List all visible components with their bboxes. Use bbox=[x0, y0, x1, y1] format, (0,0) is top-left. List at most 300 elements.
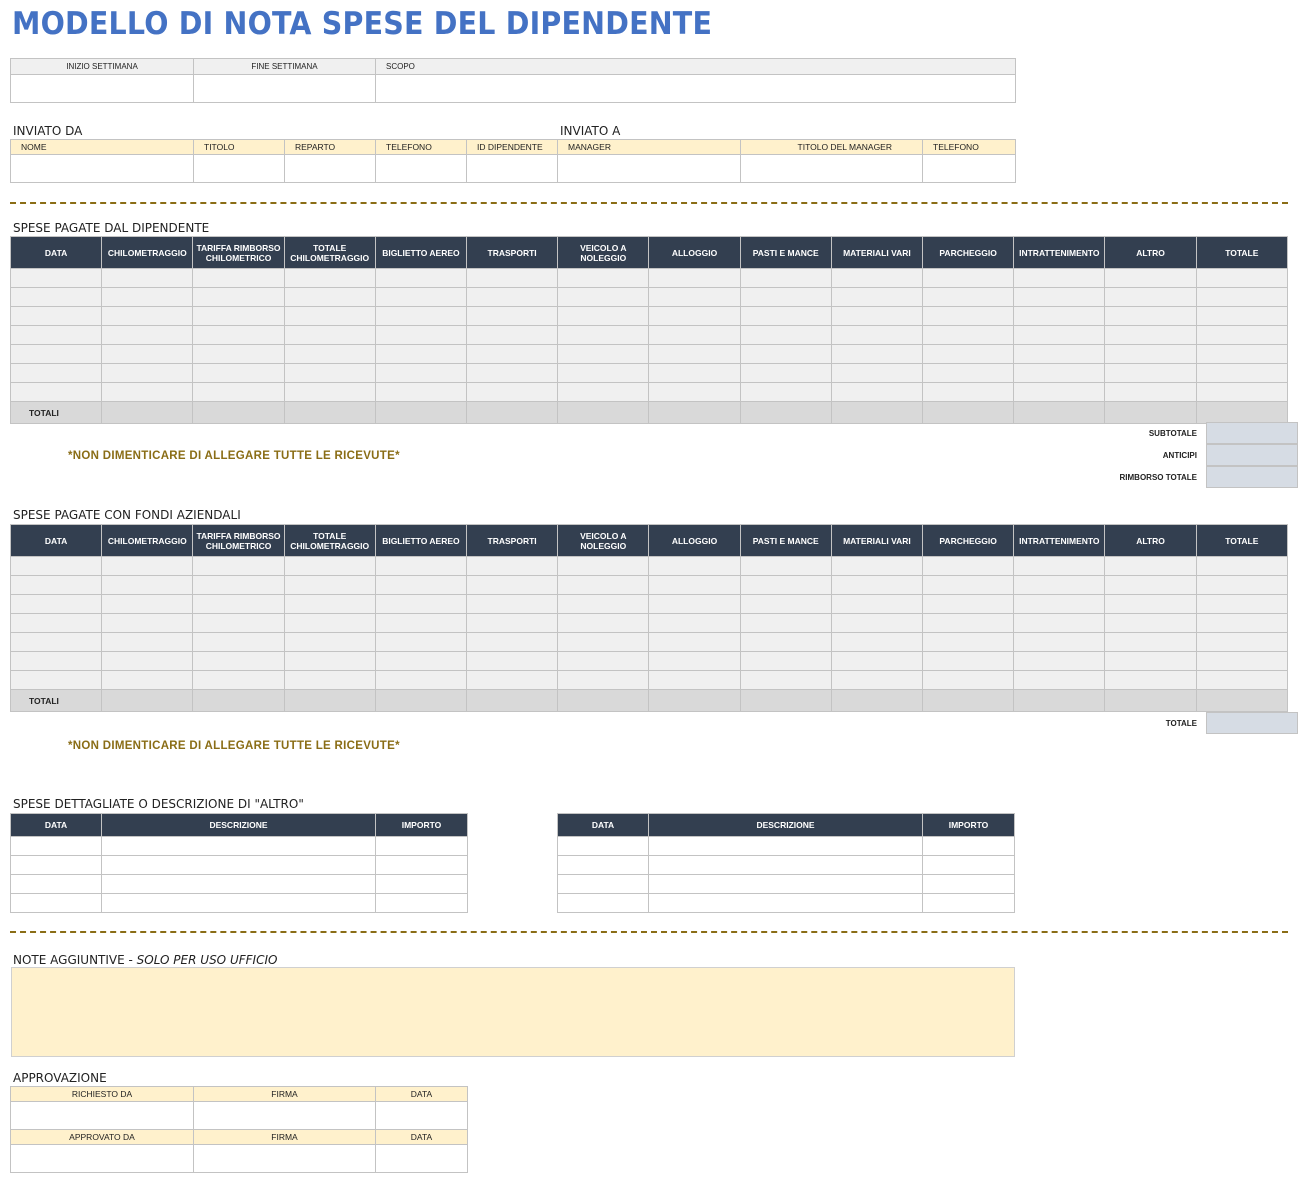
details-left-col-header: IMPORTO bbox=[376, 814, 468, 837]
company-expense-col-header: DATA bbox=[11, 525, 102, 557]
company-expense-cell[interactable] bbox=[923, 671, 1014, 690]
company-expense-cell[interactable] bbox=[740, 595, 831, 614]
company-expense-cell[interactable] bbox=[193, 652, 284, 671]
employee-expense-cell[interactable] bbox=[558, 307, 649, 326]
company-paid-label: SPESE PAGATE CON FONDI AZIENDALI bbox=[13, 508, 241, 522]
employee-expense-cell[interactable] bbox=[1014, 364, 1105, 383]
company-paid-table bbox=[10, 524, 1288, 712]
company-expense-cell[interactable] bbox=[649, 595, 740, 614]
company-expense-cell[interactable] bbox=[831, 652, 922, 671]
title-header: TITOLO bbox=[194, 140, 285, 155]
employee-expense-cell[interactable] bbox=[467, 307, 558, 326]
employee-expense-cell[interactable] bbox=[1105, 326, 1196, 345]
purpose-header: SCOPO bbox=[376, 59, 1016, 75]
employee-expense-cell[interactable] bbox=[102, 326, 193, 345]
employee-expense-cell[interactable] bbox=[1014, 383, 1105, 402]
employee-expense-cell[interactable] bbox=[649, 383, 740, 402]
details-left-cell[interactable] bbox=[376, 856, 468, 875]
company-expense-cell[interactable] bbox=[284, 633, 375, 652]
company-expense-cell[interactable] bbox=[1196, 633, 1287, 652]
employee-expense-cell[interactable] bbox=[102, 288, 193, 307]
employee-expense-total-cell bbox=[193, 402, 284, 424]
purpose-field[interactable] bbox=[376, 75, 1016, 103]
company-expense-row bbox=[11, 652, 1288, 671]
company-expense-cell[interactable] bbox=[558, 652, 649, 671]
company-expense-cell[interactable] bbox=[558, 633, 649, 652]
company-expense-total-cell bbox=[284, 690, 375, 712]
employee-expense-cell[interactable] bbox=[102, 307, 193, 326]
employee-expense-cell[interactable] bbox=[467, 269, 558, 288]
employee-expense-cell[interactable] bbox=[923, 269, 1014, 288]
employee-summary bbox=[1017, 422, 1298, 488]
employee-expense-cell[interactable] bbox=[1196, 383, 1287, 402]
company-expense-cell[interactable] bbox=[375, 557, 466, 576]
employee-expense-cell[interactable] bbox=[558, 288, 649, 307]
details-left-cell[interactable] bbox=[102, 837, 376, 856]
company-expense-cell[interactable] bbox=[923, 633, 1014, 652]
company-expense-cell[interactable] bbox=[831, 576, 922, 595]
employee-expense-cell[interactable] bbox=[467, 288, 558, 307]
company-expense-cell[interactable] bbox=[11, 595, 102, 614]
employee-expense-cell[interactable] bbox=[831, 383, 922, 402]
company-expense-total-cell bbox=[831, 690, 922, 712]
company-expense-cell[interactable] bbox=[284, 614, 375, 633]
company-expense-cell[interactable] bbox=[1196, 595, 1287, 614]
company-expense-cell[interactable] bbox=[467, 614, 558, 633]
employee-expense-cell[interactable] bbox=[1014, 288, 1105, 307]
employee-expense-cell[interactable] bbox=[831, 269, 922, 288]
employee-expense-cell[interactable] bbox=[284, 326, 375, 345]
company-expense-cell[interactable] bbox=[558, 671, 649, 690]
employee-expense-cell[interactable] bbox=[923, 307, 1014, 326]
employee-expense-cell[interactable] bbox=[740, 288, 831, 307]
details-left-cell[interactable] bbox=[102, 856, 376, 875]
employee-expense-cell[interactable] bbox=[649, 269, 740, 288]
company-expense-cell[interactable] bbox=[1196, 671, 1287, 690]
company-expense-cell[interactable] bbox=[923, 557, 1014, 576]
company-expense-cell[interactable] bbox=[1014, 633, 1105, 652]
employee-expense-row bbox=[11, 307, 1288, 326]
employee-expense-cell[interactable] bbox=[11, 307, 102, 326]
subtotal-field[interactable] bbox=[1206, 422, 1298, 444]
employee-expense-cell[interactable] bbox=[649, 345, 740, 364]
employee-expense-cell[interactable] bbox=[375, 326, 466, 345]
employee-expense-cell[interactable] bbox=[1196, 364, 1287, 383]
employee-expense-cell[interactable] bbox=[193, 345, 284, 364]
details-left-row bbox=[11, 875, 468, 894]
employee-expense-row bbox=[11, 269, 1288, 288]
company-expense-cell[interactable] bbox=[102, 576, 193, 595]
company-expense-total-cell bbox=[467, 690, 558, 712]
employee-expense-cell[interactable] bbox=[11, 269, 102, 288]
company-expense-cell[interactable] bbox=[1105, 576, 1196, 595]
name-field[interactable] bbox=[11, 155, 194, 183]
employee-expense-cell[interactable] bbox=[649, 364, 740, 383]
details-left-cell[interactable] bbox=[11, 856, 102, 875]
week-start-field[interactable] bbox=[11, 75, 194, 103]
company-expense-cell[interactable] bbox=[284, 595, 375, 614]
employee-expense-cell[interactable] bbox=[284, 364, 375, 383]
details-right-cell[interactable] bbox=[558, 894, 649, 913]
company-expense-cell[interactable] bbox=[467, 652, 558, 671]
details-left-row bbox=[11, 894, 468, 913]
employee-expense-cell[interactable] bbox=[467, 364, 558, 383]
company-expense-row bbox=[11, 557, 1288, 576]
details-right-row bbox=[558, 875, 1015, 894]
company-expense-cell[interactable] bbox=[1014, 652, 1105, 671]
employee-expense-cell[interactable] bbox=[11, 345, 102, 364]
company-expense-cell[interactable] bbox=[558, 614, 649, 633]
details-left-row bbox=[11, 856, 468, 875]
company-expense-row bbox=[11, 576, 1288, 595]
employee-expense-row bbox=[11, 383, 1288, 402]
company-expense-cell[interactable] bbox=[1196, 614, 1287, 633]
company-expense-cell[interactable] bbox=[193, 671, 284, 690]
department-field[interactable] bbox=[285, 155, 376, 183]
company-expense-cell[interactable] bbox=[11, 557, 102, 576]
employee-expense-cell[interactable] bbox=[1014, 345, 1105, 364]
employee-expense-cell[interactable] bbox=[1105, 364, 1196, 383]
company-expense-cell[interactable] bbox=[102, 557, 193, 576]
details-left-col-header: DESCRIZIONE bbox=[102, 814, 376, 837]
requested-date-field[interactable] bbox=[376, 1102, 468, 1130]
employee-expense-cell[interactable] bbox=[1196, 288, 1287, 307]
employee-expense-cell[interactable] bbox=[923, 364, 1014, 383]
employee-expense-cell[interactable] bbox=[1014, 326, 1105, 345]
company-expense-cell[interactable] bbox=[193, 576, 284, 595]
company-expense-cell[interactable] bbox=[11, 576, 102, 595]
employee-expense-cell[interactable] bbox=[649, 307, 740, 326]
details-left-cell[interactable] bbox=[11, 894, 102, 913]
company-expense-cell[interactable] bbox=[923, 595, 1014, 614]
company-expense-cell[interactable] bbox=[375, 652, 466, 671]
employee-expense-row bbox=[11, 364, 1288, 383]
employee-expense-cell[interactable] bbox=[740, 326, 831, 345]
employee-expense-cell[interactable] bbox=[375, 269, 466, 288]
company-expense-cell[interactable] bbox=[1105, 614, 1196, 633]
employee-expense-cell[interactable] bbox=[467, 345, 558, 364]
employee-expense-row bbox=[11, 288, 1288, 307]
company-expense-cell[interactable] bbox=[11, 633, 102, 652]
company-expense-cell[interactable] bbox=[375, 671, 466, 690]
details-left-cell[interactable] bbox=[376, 875, 468, 894]
company-expense-cell[interactable] bbox=[375, 614, 466, 633]
page-title: MODELLO DI NOTA SPESE DEL DIPENDENTE bbox=[12, 6, 713, 42]
company-expense-cell[interactable] bbox=[649, 633, 740, 652]
company-expense-cell[interactable] bbox=[193, 557, 284, 576]
company-expense-cell[interactable] bbox=[831, 633, 922, 652]
company-expense-cell[interactable] bbox=[1014, 671, 1105, 690]
company-expense-cell[interactable] bbox=[740, 557, 831, 576]
company-expense-col-header: VEICOLO A NOLEGGIO bbox=[558, 525, 649, 557]
requested-by-header: RICHIESTO DA bbox=[11, 1087, 194, 1102]
employee-expense-cell[interactable] bbox=[102, 383, 193, 402]
employee-expense-total-cell bbox=[1196, 402, 1287, 424]
week-end-field[interactable] bbox=[194, 75, 376, 103]
company-expense-cell[interactable] bbox=[740, 671, 831, 690]
employee-expense-cell[interactable] bbox=[923, 288, 1014, 307]
company-expense-total-cell bbox=[1105, 690, 1196, 712]
details-left-cell[interactable] bbox=[376, 894, 468, 913]
employee-expense-cell[interactable] bbox=[11, 288, 102, 307]
company-expense-cell[interactable] bbox=[649, 557, 740, 576]
details-right-cell[interactable] bbox=[923, 875, 1015, 894]
employee-expense-cell[interactable] bbox=[375, 288, 466, 307]
details-right-cell[interactable] bbox=[649, 894, 923, 913]
details-right-cell[interactable] bbox=[558, 837, 649, 856]
company-expense-cell[interactable] bbox=[740, 633, 831, 652]
requested-signature-field[interactable] bbox=[194, 1102, 376, 1130]
employee-expense-cell[interactable] bbox=[284, 345, 375, 364]
company-expense-cell[interactable] bbox=[193, 595, 284, 614]
company-expense-cell[interactable] bbox=[193, 614, 284, 633]
employee-expense-cell[interactable] bbox=[923, 326, 1014, 345]
company-expense-cell[interactable] bbox=[467, 671, 558, 690]
company-expense-cell[interactable] bbox=[467, 633, 558, 652]
employee-expense-cell[interactable] bbox=[1105, 383, 1196, 402]
employee-expense-cell[interactable] bbox=[1105, 307, 1196, 326]
details-left-cell[interactable] bbox=[102, 894, 376, 913]
company-expense-cell[interactable] bbox=[831, 671, 922, 690]
company-expense-totals-row bbox=[11, 690, 1288, 712]
company-expense-cell[interactable] bbox=[11, 671, 102, 690]
employee-expense-cell[interactable] bbox=[1014, 269, 1105, 288]
company-expense-cell[interactable] bbox=[831, 614, 922, 633]
employee-expense-cell[interactable] bbox=[1196, 307, 1287, 326]
company-expense-cell[interactable] bbox=[740, 576, 831, 595]
company-expense-cell[interactable] bbox=[649, 652, 740, 671]
employee-expense-cell[interactable] bbox=[740, 364, 831, 383]
approval-table bbox=[10, 1086, 468, 1173]
company-expense-col-header: INTRATTENIMENTO bbox=[1014, 525, 1105, 557]
company-expense-cell[interactable] bbox=[923, 652, 1014, 671]
employee-expense-cell[interactable] bbox=[102, 364, 193, 383]
employee-expense-cell[interactable] bbox=[284, 383, 375, 402]
approved-by-field[interactable] bbox=[11, 1145, 194, 1173]
employee-expense-cell[interactable] bbox=[558, 326, 649, 345]
employee-id-field[interactable] bbox=[467, 155, 558, 183]
employee-expense-cell[interactable] bbox=[649, 288, 740, 307]
manager-title-field[interactable] bbox=[741, 155, 923, 183]
company-expense-cell[interactable] bbox=[11, 614, 102, 633]
employee-expense-cell[interactable] bbox=[740, 307, 831, 326]
company-expense-cell[interactable] bbox=[1196, 652, 1287, 671]
employee-expense-col-header: ALTRO bbox=[1105, 237, 1196, 269]
company-expense-cell[interactable] bbox=[375, 633, 466, 652]
employee-expense-cell[interactable] bbox=[467, 383, 558, 402]
details-left-cell[interactable] bbox=[376, 837, 468, 856]
details-left-cell[interactable] bbox=[102, 875, 376, 894]
company-expense-cell[interactable] bbox=[467, 557, 558, 576]
manager-phone-field[interactable] bbox=[923, 155, 1016, 183]
details-label: SPESE DETTAGLIATE O DESCRIZIONE DI "ALTRO" bbox=[13, 797, 304, 811]
company-expense-cell[interactable] bbox=[1014, 557, 1105, 576]
company-expense-cell[interactable] bbox=[284, 671, 375, 690]
employee-expense-cell[interactable] bbox=[923, 345, 1014, 364]
company-expense-cell[interactable] bbox=[923, 614, 1014, 633]
week-end-header: FINE SETTIMANA bbox=[194, 59, 376, 75]
company-expense-total-cell bbox=[375, 690, 466, 712]
employee-expense-cell[interactable] bbox=[1196, 269, 1287, 288]
company-expense-cell[interactable] bbox=[1196, 576, 1287, 595]
divider-2 bbox=[10, 931, 1288, 933]
company-expense-cell[interactable] bbox=[284, 557, 375, 576]
company-expense-cell[interactable] bbox=[1014, 595, 1105, 614]
details-right-row bbox=[558, 894, 1015, 913]
employee-expense-cell[interactable] bbox=[284, 307, 375, 326]
advances-field[interactable] bbox=[1206, 444, 1298, 466]
employee-expense-col-header: ALLOGGIO bbox=[649, 237, 740, 269]
company-expense-cell[interactable] bbox=[102, 614, 193, 633]
employee-expense-cell[interactable] bbox=[193, 307, 284, 326]
company-expense-cell[interactable] bbox=[375, 576, 466, 595]
company-expense-total-cell bbox=[1196, 690, 1287, 712]
requested-date-header: DATA bbox=[376, 1087, 468, 1102]
company-expense-cell[interactable] bbox=[558, 595, 649, 614]
employee-expense-cell[interactable] bbox=[1196, 326, 1287, 345]
company-expense-cell[interactable] bbox=[284, 652, 375, 671]
details-right-cell[interactable] bbox=[923, 837, 1015, 856]
employee-expense-cell[interactable] bbox=[831, 307, 922, 326]
company-expense-totals-label: TOTALI bbox=[11, 690, 102, 712]
manager-field[interactable] bbox=[558, 155, 741, 183]
company-expense-cell[interactable] bbox=[1105, 671, 1196, 690]
employee-expense-cell[interactable] bbox=[923, 383, 1014, 402]
details-right-cell[interactable] bbox=[923, 856, 1015, 875]
company-expense-cell[interactable] bbox=[1105, 633, 1196, 652]
employee-expense-cell[interactable] bbox=[1105, 345, 1196, 364]
employee-expense-cell[interactable] bbox=[831, 288, 922, 307]
name-header: NOME bbox=[11, 140, 194, 155]
title-field[interactable] bbox=[194, 155, 285, 183]
employee-expense-cell[interactable] bbox=[11, 383, 102, 402]
employee-expense-cell[interactable] bbox=[831, 345, 922, 364]
company-expense-col-header: TRASPORTI bbox=[467, 525, 558, 557]
company-expense-col-header: TOTALE bbox=[1196, 525, 1287, 557]
employee-expense-cell[interactable] bbox=[375, 383, 466, 402]
company-expense-cell[interactable] bbox=[1014, 614, 1105, 633]
details-right-cell[interactable] bbox=[558, 875, 649, 894]
details-right-row bbox=[558, 837, 1015, 856]
company-expense-cell[interactable] bbox=[102, 633, 193, 652]
employee-expense-cell[interactable] bbox=[102, 345, 193, 364]
details-left-cell[interactable] bbox=[11, 837, 102, 856]
employee-expense-cell[interactable] bbox=[375, 364, 466, 383]
company-expense-cell[interactable] bbox=[558, 576, 649, 595]
employee-expense-cell[interactable] bbox=[467, 326, 558, 345]
company-expense-col-header: PARCHEGGIO bbox=[923, 525, 1014, 557]
company-expense-cell[interactable] bbox=[740, 614, 831, 633]
employee-expense-cell[interactable] bbox=[375, 345, 466, 364]
employee-expense-cell[interactable] bbox=[11, 326, 102, 345]
details-right-cell[interactable] bbox=[923, 894, 1015, 913]
employee-expense-cell[interactable] bbox=[558, 345, 649, 364]
receipt-reminder-2: *NON DIMENTICARE DI ALLEGARE TUTTE LE RICEVUTE* bbox=[68, 740, 400, 752]
employee-expense-cell[interactable] bbox=[193, 364, 284, 383]
details-right-cell[interactable] bbox=[649, 856, 923, 875]
company-expense-cell[interactable] bbox=[1105, 595, 1196, 614]
notes-field[interactable] bbox=[11, 967, 1015, 1057]
employee-expense-cell[interactable] bbox=[649, 326, 740, 345]
details-right-cell[interactable] bbox=[649, 837, 923, 856]
employee-expense-cell[interactable] bbox=[1014, 307, 1105, 326]
employee-expense-cell[interactable] bbox=[284, 288, 375, 307]
approved-signature-field[interactable] bbox=[194, 1145, 376, 1173]
phone-header: TELEFONO bbox=[376, 140, 467, 155]
details-table-left bbox=[10, 813, 468, 913]
company-expense-cell[interactable] bbox=[1196, 557, 1287, 576]
employee-expense-cell[interactable] bbox=[740, 345, 831, 364]
employee-expense-cell[interactable] bbox=[193, 269, 284, 288]
employee-expense-cell[interactable] bbox=[375, 307, 466, 326]
employee-expense-cell[interactable] bbox=[740, 383, 831, 402]
employee-expense-cell[interactable] bbox=[831, 326, 922, 345]
company-expense-cell[interactable] bbox=[649, 671, 740, 690]
employee-expense-cell[interactable] bbox=[284, 269, 375, 288]
company-expense-cell[interactable] bbox=[284, 576, 375, 595]
employee-expense-cell[interactable] bbox=[1196, 345, 1287, 364]
company-expense-row bbox=[11, 614, 1288, 633]
company-expense-cell[interactable] bbox=[102, 671, 193, 690]
employee-expense-total-cell bbox=[102, 402, 193, 424]
employee-expense-col-header: TOTALE bbox=[1196, 237, 1287, 269]
employee-expense-totals-row bbox=[11, 402, 1288, 424]
company-expense-cell[interactable] bbox=[102, 652, 193, 671]
company-expense-cell[interactable] bbox=[11, 652, 102, 671]
employee-expense-cell[interactable] bbox=[193, 288, 284, 307]
details-right-cell[interactable] bbox=[649, 875, 923, 894]
company-expense-cell[interactable] bbox=[102, 595, 193, 614]
employee-expense-cell[interactable] bbox=[1105, 288, 1196, 307]
details-right-cell[interactable] bbox=[558, 856, 649, 875]
employee-expense-cell[interactable] bbox=[193, 383, 284, 402]
phone-field[interactable] bbox=[376, 155, 467, 183]
company-expense-cell[interactable] bbox=[467, 595, 558, 614]
company-expense-row bbox=[11, 633, 1288, 652]
company-expense-cell[interactable] bbox=[740, 652, 831, 671]
employee-expense-cell[interactable] bbox=[558, 269, 649, 288]
company-expense-cell[interactable] bbox=[1014, 576, 1105, 595]
company-expense-cell[interactable] bbox=[558, 557, 649, 576]
employee-expense-cell[interactable] bbox=[102, 269, 193, 288]
company-expense-cell[interactable] bbox=[649, 576, 740, 595]
requested-by-field[interactable] bbox=[11, 1102, 194, 1130]
company-total-field[interactable] bbox=[1206, 712, 1298, 734]
employee-expense-cell[interactable] bbox=[558, 383, 649, 402]
details-left-cell[interactable] bbox=[11, 875, 102, 894]
company-expense-cell[interactable] bbox=[193, 633, 284, 652]
company-expense-cell[interactable] bbox=[1105, 557, 1196, 576]
approved-date-field[interactable] bbox=[376, 1145, 468, 1173]
employee-expense-col-header: TOTALE CHILOMETRAGGIO bbox=[284, 237, 375, 269]
company-summary bbox=[1017, 712, 1298, 734]
employee-expense-cell[interactable] bbox=[1105, 269, 1196, 288]
company-expense-cell[interactable] bbox=[831, 595, 922, 614]
manager-title-header: TITOLO DEL MANAGER bbox=[741, 140, 923, 155]
company-expense-cell[interactable] bbox=[649, 614, 740, 633]
company-expense-cell[interactable] bbox=[467, 576, 558, 595]
company-expense-cell[interactable] bbox=[831, 557, 922, 576]
employee-expense-cell[interactable] bbox=[11, 364, 102, 383]
company-expense-cell[interactable] bbox=[923, 576, 1014, 595]
company-expense-cell[interactable] bbox=[375, 595, 466, 614]
company-expense-cell[interactable] bbox=[1105, 652, 1196, 671]
total-reimbursement-field[interactable] bbox=[1206, 466, 1298, 488]
employee-expense-cell[interactable] bbox=[831, 364, 922, 383]
employee-expense-cell[interactable] bbox=[740, 269, 831, 288]
employee-expense-cell[interactable] bbox=[558, 364, 649, 383]
employee-expense-cell[interactable] bbox=[193, 326, 284, 345]
